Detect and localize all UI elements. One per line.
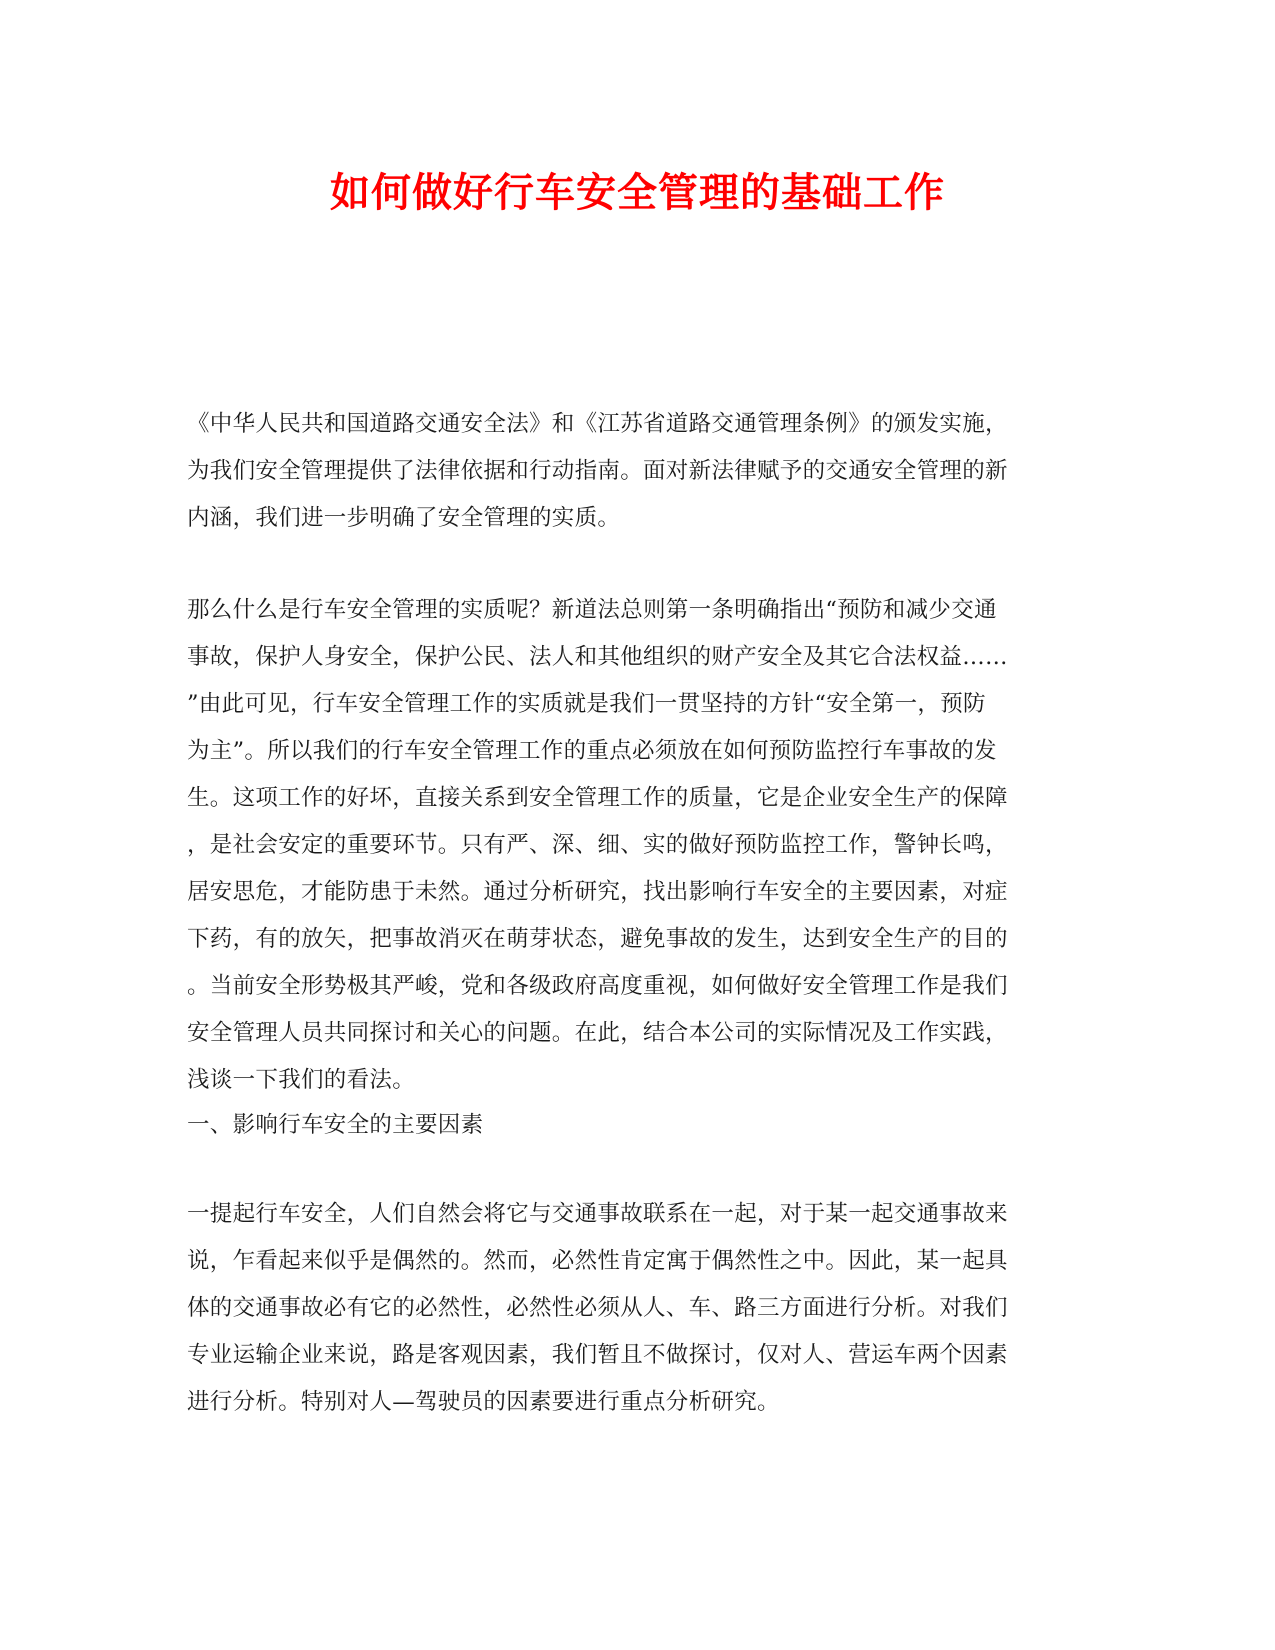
- paragraph-2-line-8: 下药，有的放矢，把事故消灭在萌芽状态，避免事故的发生，达到安全生产的目的: [187, 926, 1008, 952]
- section-heading-1: 一、影响行车安全的主要因素: [187, 1112, 484, 1138]
- paragraph-3-line-5: 进行分析。特别对人—驾驶员的因素要进行重点分析研究。: [187, 1389, 780, 1415]
- paragraph-2-line-5: 生。这项工作的好坏，直接关系到安全管理工作的质量，它是企业安全生产的保障: [187, 785, 1008, 811]
- paragraph-3-line-1: 一提起行车安全，人们自然会将它与交通事故联系在一起，对于某一起交通事故来: [187, 1201, 1008, 1227]
- paragraph-1-line-3: 内涵，我们进一步明确了安全管理的实质。: [187, 505, 621, 531]
- paragraph-2-line-3: ”由此可见，行车安全管理工作的实质就是我们一贯坚持的方针“安全第一，预防: [187, 691, 986, 717]
- paragraph-2-line-11: 浅谈一下我们的看法。: [187, 1067, 416, 1093]
- paragraph-3-line-4: 专业运输企业来说，路是客观因素，我们暂且不做探讨，仅对人、营运车两个因素: [187, 1342, 1008, 1368]
- paragraph-1-line-1: 《中华人民共和国道路交通安全法》和《江苏省道路交通管理条例》的颁发实施，: [187, 411, 1008, 437]
- paragraph-3-line-3: 体的交通事故必有它的必然性，必然性必须从人、车、路三方面进行分析。对我们: [187, 1295, 1008, 1321]
- paragraph-1-line-2: 为我们安全管理提供了法律依据和行动指南。面对新法律赋予的交通安全管理的新: [187, 458, 1008, 484]
- paragraph-3-line-2: 说，乍看起来似乎是偶然的。然而，必然性肯定寓于偶然性之中。因此，某一起具: [187, 1248, 1008, 1274]
- paragraph-2-line-1: 那么什么是行车安全管理的实质呢？新道法总则第一条明确指出“预防和减少交通: [187, 597, 997, 623]
- document-title: 如何做好行车安全管理的基础工作: [330, 169, 945, 216]
- paragraph-2-line-9: 。当前安全形势极其严峻，党和各级政府高度重视，如何做好安全管理工作是我们: [187, 973, 1008, 999]
- paragraph-2-line-10: 安全管理人员共同探讨和关心的问题。在此，结合本公司的实际情况及工作实践，: [187, 1020, 1008, 1046]
- paragraph-2-line-6: ，是社会安定的重要环节。只有严、深、细、实的做好预防监控工作，警钟长鸣，: [187, 832, 1008, 858]
- paragraph-2-line-7: 居安思危，才能防患于未然。通过分析研究，找出影响行车安全的主要因素，对症: [187, 879, 1008, 905]
- paragraph-2-line-4: 为主”。所以我们的行车安全管理工作的重点必须放在如何预防监控行车事故的发: [187, 738, 997, 764]
- paragraph-2-line-2: 事故，保护人身安全，保护公民、法人和其他组织的财产安全及其它合法权益……: [187, 644, 1008, 670]
